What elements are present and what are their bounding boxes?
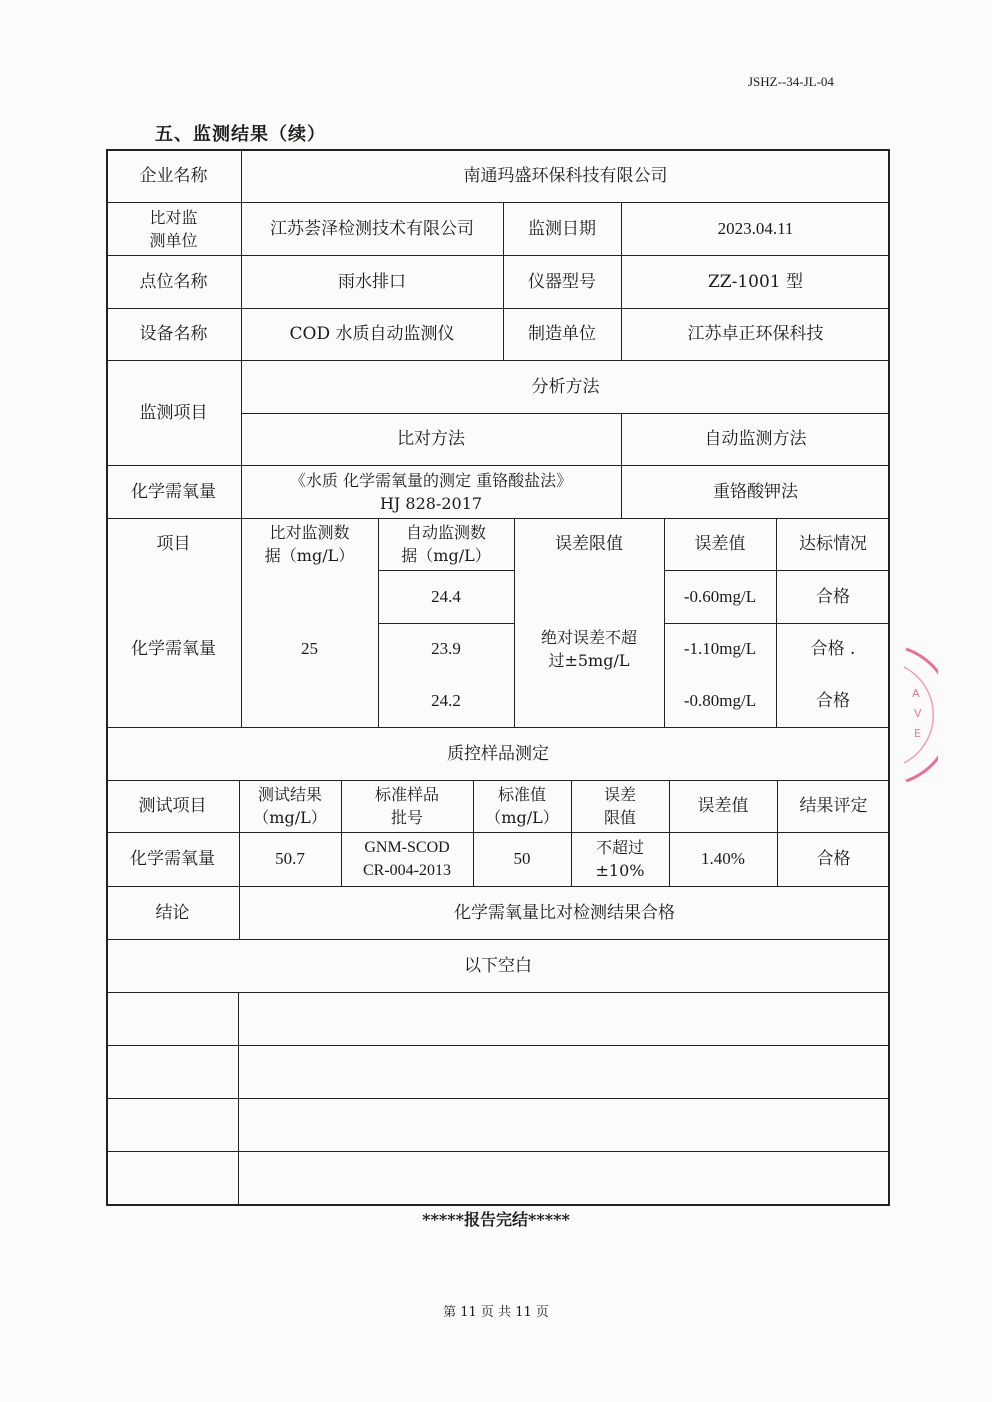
manufacturer-label: 制造单位 bbox=[528, 324, 596, 344]
qc-header-limit: 误差 限值 bbox=[603, 785, 636, 827]
auto-method-label: 自动监测方法 bbox=[704, 429, 807, 449]
qc-standard: 50 bbox=[513, 849, 531, 868]
monitoring-date-label: 监测日期 bbox=[528, 218, 596, 239]
monitoring-results-table bbox=[106, 149, 890, 1206]
header-item: 项目 bbox=[156, 534, 191, 554]
section-title: 五、监测结果（续） bbox=[155, 124, 326, 145]
page-number: 第 11 页 共 11 页 bbox=[443, 1305, 549, 1320]
compare-method-label: 比对方法 bbox=[397, 429, 465, 449]
svg-text:E: E bbox=[914, 727, 921, 740]
header-error-limit: 误差限值 bbox=[555, 534, 623, 554]
document-code: JSHZ--34-JL-04 bbox=[748, 74, 834, 89]
compare-monitoring-value: 25 bbox=[301, 638, 318, 658]
company-label: 企业名称 bbox=[139, 165, 208, 186]
conclusion-label: 结论 bbox=[155, 902, 190, 923]
qc-header-test-item: 测试项目 bbox=[138, 796, 207, 816]
row-line bbox=[106, 992, 890, 993]
qc-title: 质控样品测定 bbox=[447, 743, 549, 764]
company-value: 南通玛盛环保科技有限公司 bbox=[463, 165, 668, 186]
header-error-value: 误差值 bbox=[694, 534, 746, 554]
auto-value: 24.4 bbox=[431, 586, 461, 606]
analysis-method-label: 分析方法 bbox=[531, 376, 600, 397]
qc-result: 50.7 bbox=[275, 849, 305, 868]
conclusion-value: 化学需氧量比对检测结果合格 bbox=[454, 902, 675, 923]
svg-text:A: A bbox=[912, 687, 920, 700]
device-value: COD 水质自动监测仪 bbox=[289, 324, 455, 344]
auto-value: 23.9 bbox=[431, 639, 461, 658]
status-value: 合格 bbox=[816, 691, 850, 711]
auto-method-value: 重铬酸钾法 bbox=[713, 481, 798, 502]
qc-test-item: 化学需氧量 bbox=[130, 849, 215, 869]
qc-header-standard: 标准值 （mg/L） bbox=[485, 785, 559, 827]
auto-value: 24.2 bbox=[431, 691, 461, 710]
qc-batch: GNM-SCOD CR-004-2013 bbox=[363, 839, 451, 879]
qc-header-error: 误差值 bbox=[697, 796, 749, 816]
error-value: -1.10mg/L bbox=[683, 639, 757, 658]
seal-stamp-fragment bbox=[902, 645, 938, 785]
status-value: 合格 . bbox=[810, 639, 856, 659]
qc-header-batch: 标准样品 批号 bbox=[374, 785, 439, 827]
row-line bbox=[106, 1098, 890, 1099]
error-value: -0.60mg/L bbox=[683, 586, 757, 606]
error-value: -0.80mg/L bbox=[683, 691, 757, 710]
header-auto-data: 自动监测数 据（mg/L） bbox=[401, 523, 491, 565]
status-value: 合格 bbox=[816, 586, 850, 607]
row-line bbox=[106, 1045, 890, 1046]
qc-evaluation: 合格 bbox=[816, 849, 851, 869]
qc-header-result: 测试结果 （mg/L） bbox=[253, 785, 327, 827]
col-line bbox=[238, 992, 239, 1206]
qc-limit: 不超过 ±10% bbox=[595, 838, 645, 880]
monitoring-date-value: 2023.04.11 bbox=[717, 218, 794, 238]
table-border-bottom bbox=[106, 1204, 890, 1206]
qc-error: 1.40% bbox=[701, 849, 745, 868]
svg-text:V: V bbox=[914, 707, 922, 720]
manufacturer-value: 江苏卓正环保科技 bbox=[687, 324, 824, 344]
monitoring-unit-label: 比对监 测单位 bbox=[149, 207, 198, 250]
site-value: 雨水排口 bbox=[338, 271, 406, 292]
header-status: 达标情况 bbox=[799, 534, 867, 554]
compare-method-value: 《水质 化学需氧量的测定 重铬酸盐法》 HJ 828-2017 bbox=[289, 470, 573, 513]
report-end-mark: *****报告完结***** bbox=[422, 1210, 570, 1229]
instrument-model-label: 仪器型号 bbox=[528, 271, 596, 292]
error-limit-value: 绝对误差不超 过±5mg/L bbox=[540, 627, 637, 670]
instrument-model-value: ZZ-1001 型 bbox=[707, 271, 804, 292]
method-item-name: 化学需氧量 bbox=[131, 481, 216, 502]
site-label: 点位名称 bbox=[139, 271, 208, 292]
row-line bbox=[106, 1151, 890, 1152]
qc-header-evaluation: 结果评定 bbox=[799, 796, 868, 816]
monitoring-item-label: 监测项目 bbox=[139, 402, 208, 423]
device-label: 设备名称 bbox=[139, 324, 208, 344]
compare-item-name: 化学需氧量 bbox=[131, 638, 216, 659]
blank-note: 以下空白 bbox=[464, 955, 532, 976]
monitoring-unit-value: 江苏荟泽检测技术有限公司 bbox=[270, 218, 474, 239]
header-compare-data: 比对监测数 据（mg/L） bbox=[264, 523, 355, 565]
